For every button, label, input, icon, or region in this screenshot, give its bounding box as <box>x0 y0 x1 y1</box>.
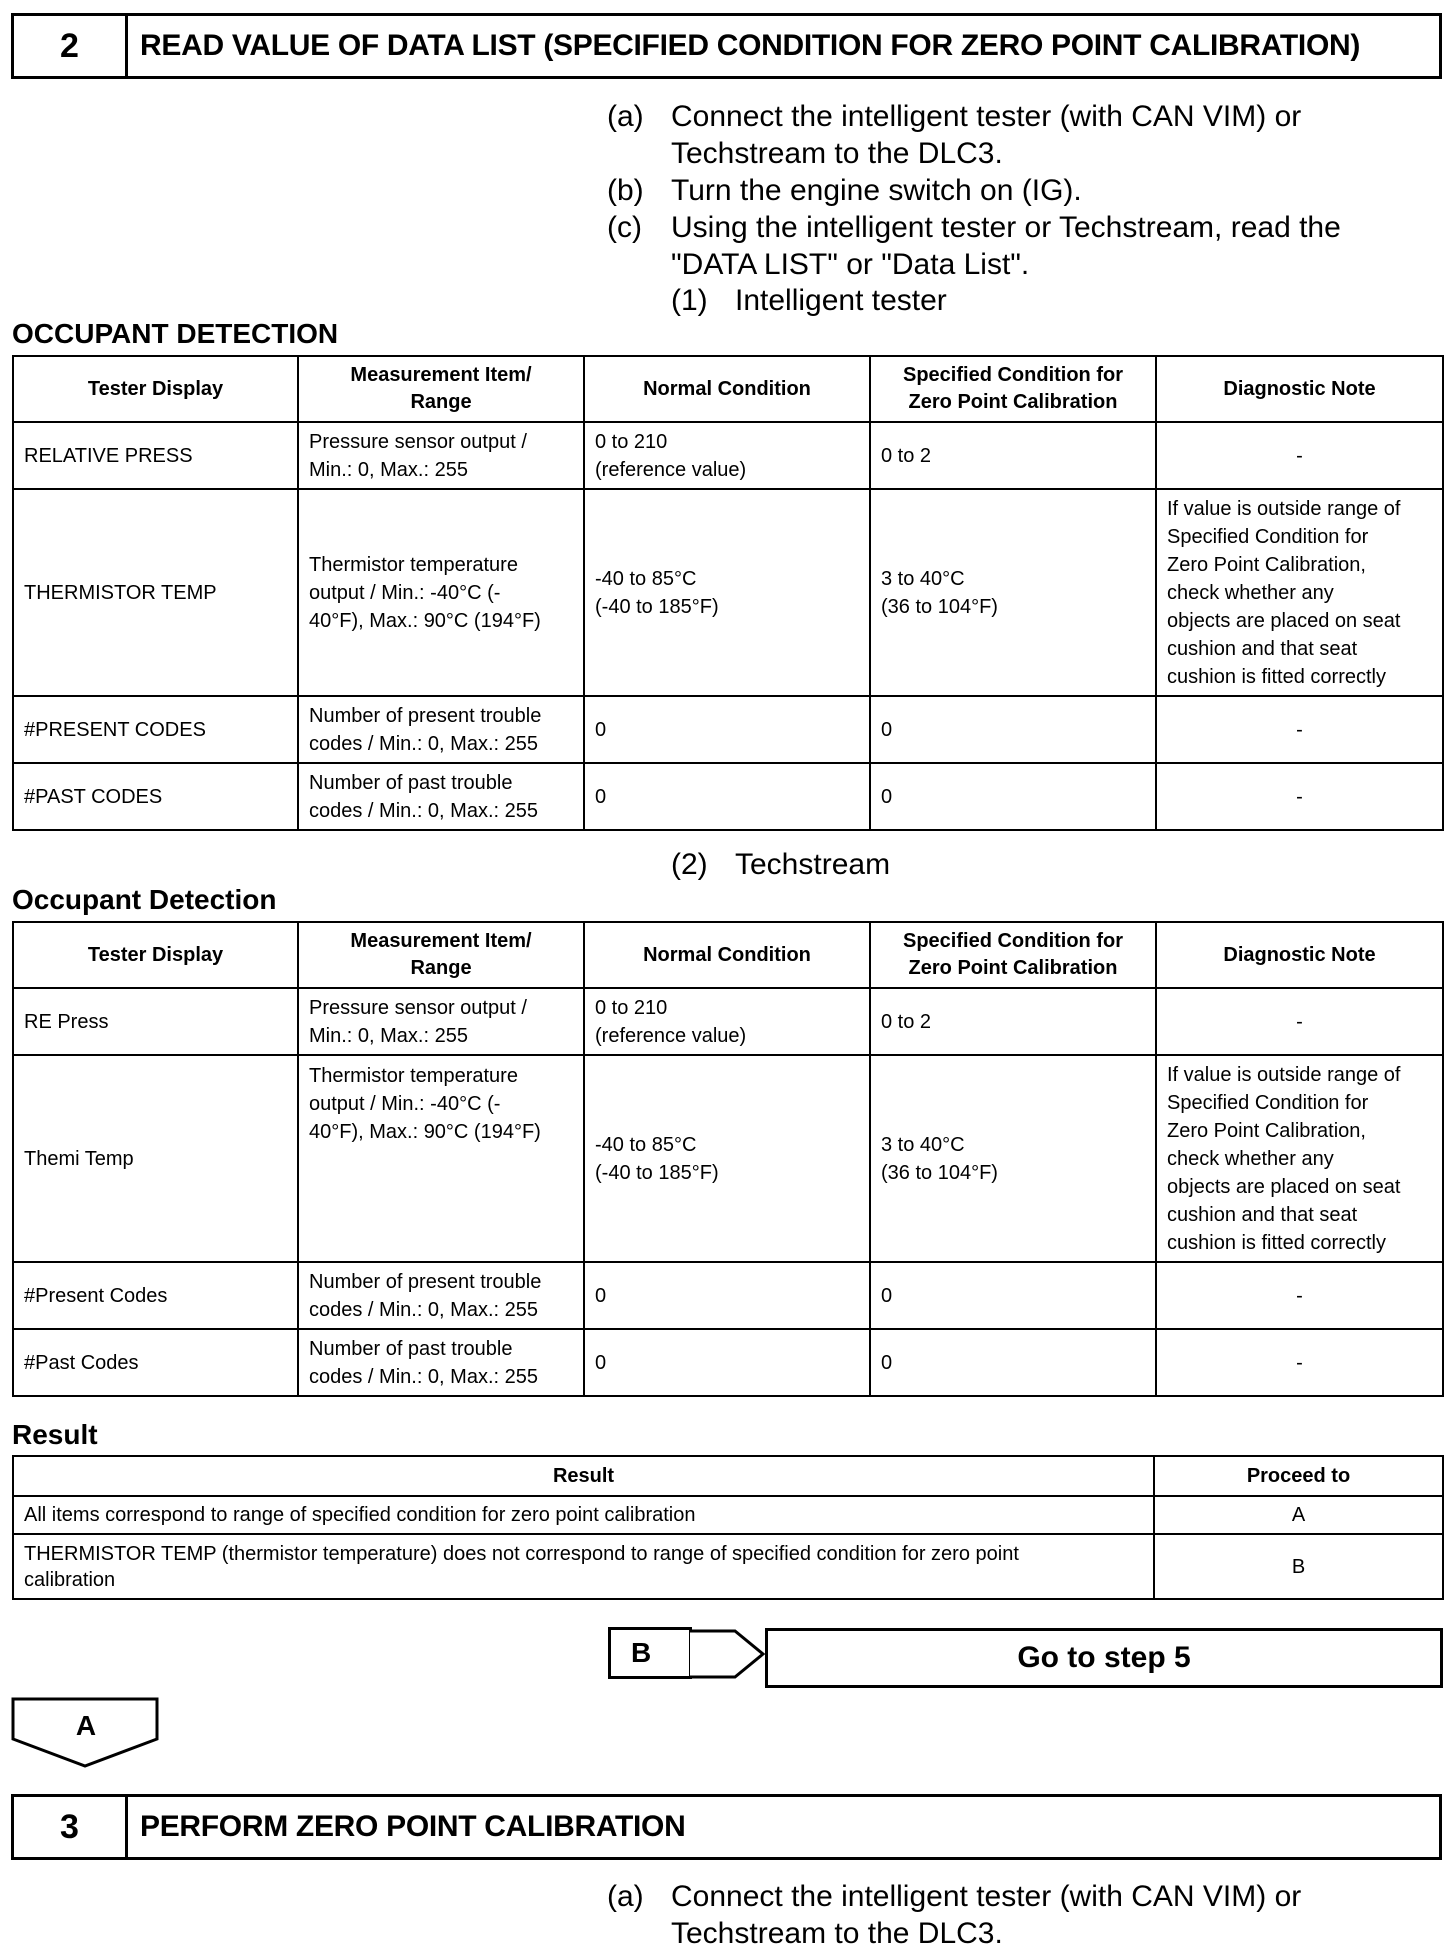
instruction-label: (1) <box>671 284 708 317</box>
cell-specified: 3 to 40°C (36 to 104°F) <box>870 1055 1156 1262</box>
table-row <box>13 1534 1443 1599</box>
cell-specified: 0 <box>870 1262 1156 1329</box>
branch-b-label: B <box>631 1637 652 1668</box>
cell-normal: 0 <box>584 1262 870 1329</box>
cell-note: - <box>1156 422 1443 489</box>
cell-display: RELATIVE PRESS <box>13 422 298 489</box>
cell-display: #PAST CODES <box>13 763 298 830</box>
cell-proceed: B <box>1154 1534 1443 1599</box>
table-row <box>13 422 1443 489</box>
cell-display: Themi Temp <box>13 1055 298 1262</box>
step-number: 2 <box>14 16 128 76</box>
header-normal: Normal Condition <box>584 356 870 422</box>
cell-normal: 0 <box>584 696 870 763</box>
cell-result: THERMISTOR TEMP (thermistor temperature) does not correspond to range of specified condition for zero point calibration <box>13 1534 1154 1599</box>
cell-proceed: A <box>1154 1496 1443 1534</box>
cell-measurement: Number of present trouble codes / Min.: 0, Max.: 255 <box>298 1262 584 1329</box>
table-row <box>13 1055 1443 1262</box>
table-title: Occupant Detection <box>12 884 277 915</box>
cell-normal: 0 to 210 (reference value) <box>584 988 870 1055</box>
cell-display: #PRESENT CODES <box>13 696 298 763</box>
table-row <box>13 1496 1443 1534</box>
table-row <box>13 763 1443 830</box>
cell-normal: 0 to 210 (reference value) <box>584 422 870 489</box>
table-row <box>13 1329 1443 1396</box>
header-proceed: Proceed to <box>1154 1456 1443 1496</box>
instruction-line: Connect the intelligent tester (with CAN VIM) or <box>671 100 1302 133</box>
instruction-line: Turn the engine switch on (IG). <box>671 174 1082 207</box>
cell-display: #Past Codes <box>13 1329 298 1396</box>
cell-measurement: Number of past trouble codes / Min.: 0, Max.: 255 <box>298 763 584 830</box>
table-row <box>13 489 1443 696</box>
table-row <box>13 696 1443 763</box>
step-3-header <box>11 1794 1442 1860</box>
instruction-line: Intelligent tester <box>735 284 947 317</box>
table-header-row <box>13 922 1443 988</box>
cell-measurement: Number of past trouble codes / Min.: 0, Max.: 255 <box>298 1329 584 1396</box>
step-number: 3 <box>14 1797 128 1857</box>
data-list-table-intelligent-tester <box>12 355 1444 831</box>
header-note: Diagnostic Note <box>1156 922 1443 988</box>
instruction-label: (a) <box>607 100 644 133</box>
cell-result: All items correspond to range of specified condition for zero point calibration <box>13 1496 1154 1534</box>
cell-specified: 0 to 2 <box>870 988 1156 1055</box>
cell-note: - <box>1156 696 1443 763</box>
cell-display: #Present Codes <box>13 1262 298 1329</box>
cell-measurement: Thermistor temperature output / Min.: -40°C (- 40°F), Max.: 90°C (194°F) <box>298 1055 584 1262</box>
instruction-line: Connect the intelligent tester (with CAN VIM) or <box>671 1880 1302 1913</box>
cell-specified: 0 <box>870 696 1156 763</box>
header-normal: Normal Condition <box>584 922 870 988</box>
header-specified: Specified Condition for Zero Point Calibration <box>870 356 1156 422</box>
cell-note: - <box>1156 1262 1443 1329</box>
cell-normal: -40 to 85°C (-40 to 185°F) <box>584 1055 870 1262</box>
step-title: READ VALUE OF DATA LIST (SPECIFIED CONDITION FOR ZERO POINT CALIBRATION) <box>140 29 1361 62</box>
cell-normal: -40 to 85°C (-40 to 185°F) <box>584 489 870 696</box>
cell-specified: 0 to 2 <box>870 422 1156 489</box>
table-row <box>13 1262 1443 1329</box>
result-title: Result <box>12 1419 98 1450</box>
cell-specified: 3 to 40°C (36 to 104°F) <box>870 489 1156 696</box>
cell-normal: 0 <box>584 1329 870 1396</box>
cell-specified: 0 <box>870 1329 1156 1396</box>
instruction-label: (a) <box>607 1880 644 1913</box>
instruction-label: (c) <box>607 211 642 244</box>
cell-measurement: Thermistor temperature output / Min.: -40°C (- 40°F), Max.: 90°C (194°F) <box>298 489 584 696</box>
instruction-label: (2) <box>671 848 708 881</box>
cell-display: RE Press <box>13 988 298 1055</box>
cell-measurement: Pressure sensor output / Min.: 0, Max.: 255 <box>298 988 584 1055</box>
go-to-step-text: Go to step 5 <box>1017 1641 1191 1674</box>
table-header-row <box>13 1456 1443 1496</box>
cell-note: If value is outside range of Specified Condition for Zero Point Calibration, check whether any objects are placed on seat cushion and that seat cushion is fitted correctly <box>1156 1055 1443 1262</box>
go-to-step-box <box>765 1628 1443 1688</box>
instruction-line: "DATA LIST" or "Data List". <box>671 248 1030 281</box>
result-table <box>12 1455 1444 1600</box>
cell-note: - <box>1156 988 1443 1055</box>
data-list-table-techstream <box>12 921 1444 1397</box>
branch-b-box <box>608 1627 692 1679</box>
table-row <box>13 988 1443 1055</box>
instruction-line: Using the intelligent tester or Techstream, read the <box>671 211 1341 244</box>
header-note: Diagnostic Note <box>1156 356 1443 422</box>
cell-display: THERMISTOR TEMP <box>13 489 298 696</box>
arrow-right-icon <box>689 1627 769 1681</box>
cell-specified: 0 <box>870 763 1156 830</box>
step-title: PERFORM ZERO POINT CALIBRATION <box>140 1810 686 1843</box>
header-tester-display: Tester Display <box>13 356 298 422</box>
instruction-line: Techstream <box>735 848 891 881</box>
step-2-header <box>11 13 1442 79</box>
header-specified: Specified Condition for Zero Point Calibration <box>870 922 1156 988</box>
header-tester-display: Tester Display <box>13 922 298 988</box>
header-result: Result <box>13 1456 1154 1496</box>
header-measurement: Measurement Item/ Range <box>298 922 584 988</box>
instruction-line: Techstream to the DLC3. <box>671 137 1003 170</box>
table-title: OCCUPANT DETECTION <box>12 318 339 349</box>
instruction-line: Techstream to the DLC3. <box>671 1917 1003 1950</box>
header-measurement: Measurement Item/ Range <box>298 356 584 422</box>
table-header-row <box>13 356 1443 422</box>
instruction-label: (b) <box>607 174 644 207</box>
cell-measurement: Pressure sensor output / Min.: 0, Max.: 255 <box>298 422 584 489</box>
branch-a-label: A <box>75 1710 97 1741</box>
cell-normal: 0 <box>584 763 870 830</box>
cell-note: - <box>1156 763 1443 830</box>
cell-measurement: Number of present trouble codes / Min.: 0, Max.: 255 <box>298 696 584 763</box>
cell-note: If value is outside range of Specified Condition for Zero Point Calibration, check whether any objects are placed on seat cushion and that seat cushion is fitted correctly <box>1156 489 1443 696</box>
cell-note: - <box>1156 1329 1443 1396</box>
